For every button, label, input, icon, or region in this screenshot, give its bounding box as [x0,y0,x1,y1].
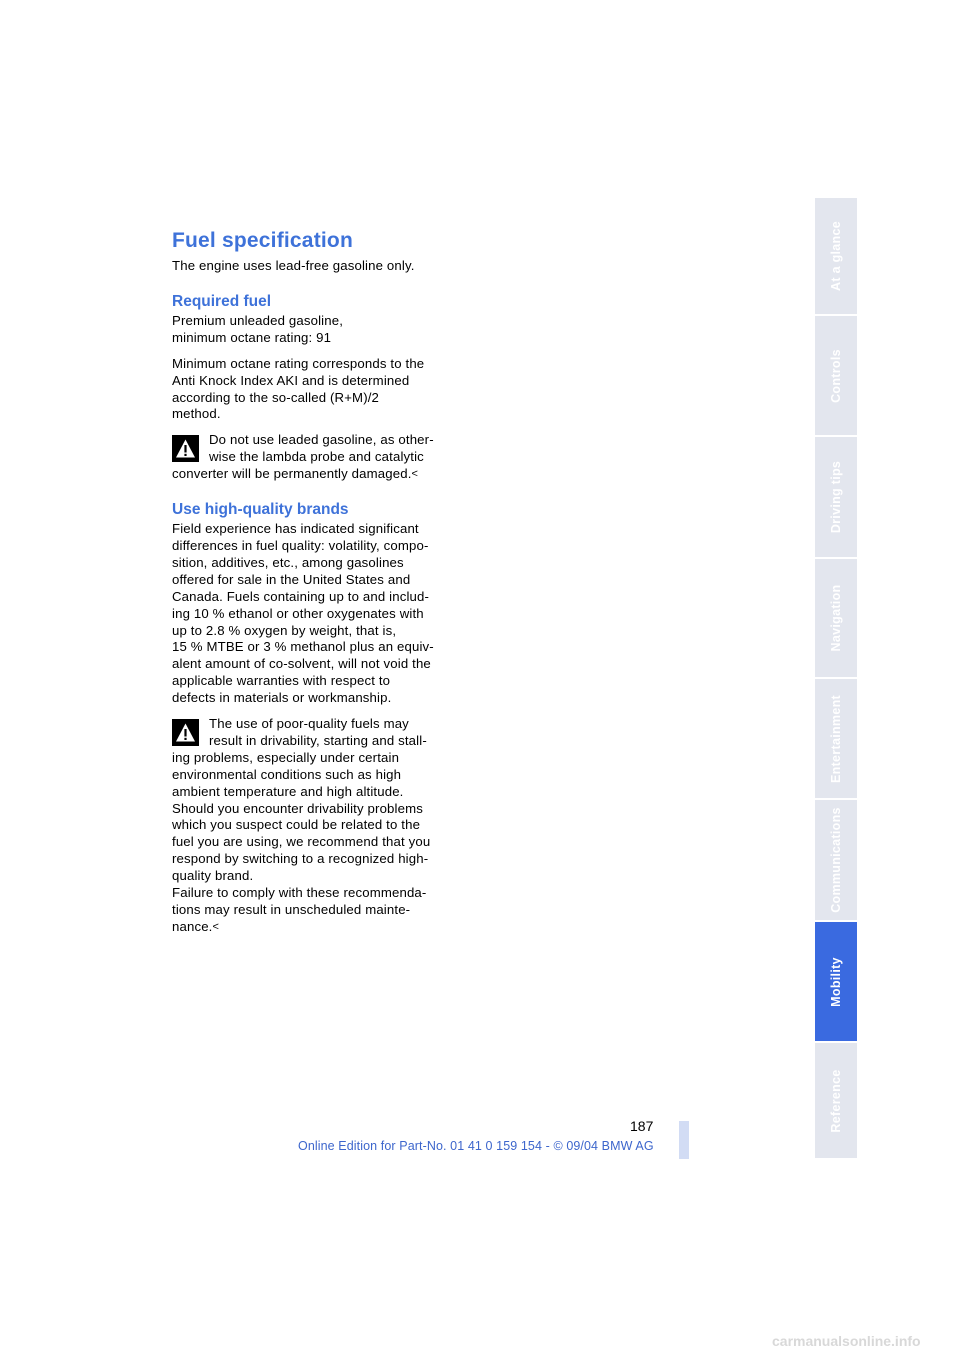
intro-text: The engine uses lead-free gasoline only. [172,258,415,273]
watermark: carmanualsonline.info [772,1333,921,1349]
page-number: 187 [630,1118,654,1134]
tab-reference[interactable]: Reference [815,1043,857,1160]
page-title: Fuel specification [172,229,353,252]
tab-at-a-glance[interactable]: At a glance [815,198,857,316]
footer-text: Online Edition for Part-No. 01 41 0 159 154 - © 09/04 BMW AG [298,1139,654,1153]
paragraph: Premium unleaded gasoline, minimum octane rating: 91 [172,312,344,345]
main-content [172,226,468,936]
warning-note [172,432,468,483]
warning-text: The use of poor-quality fuels may result in drivability, starting and stall- ing problems, especially under certain environmental conditions such as high ambient temperature and high altitude. Should you encounter drivability problems which you suspect could be related to the fuel you are using, we recommend that you respond by switching to a recognized high- quality brand. Failure to comply with these recommenda- tions may result in unscheduled mainte- nance.< [172,716,431,934]
tab-mobility[interactable]: Mobility [815,922,857,1043]
tab-entertainment[interactable]: Entertainment [815,679,857,800]
warning-text: Do not use leaded gasoline, as other- wise the lambda probe and catalytic converter will be permanently damaged.< [172,432,434,482]
paragraph: Minimum octane rating corresponds to the Anti Knock Index AKI and is determined according to the so-called (R+M)/2 method. [172,355,425,422]
end-mark: < [411,468,419,481]
tab-driving-tips[interactable]: Driving tips [815,437,857,559]
paragraph: Field experience has indicated significant differences in fuel quality: volatility, compo- sition, additives, etc., among gasolines offered for sale in the United States and Canada. Fuels containing up to and includ- ing 10 % ethanol or other oxygenates with up to 2.8 % oxygen by weight, that is, 15 % MTBE or 3 % methanol plus an equiv- alent amount of co-solvent, will not void the applicable warranties with respect to defects in materials or workmanship. [172,521,434,706]
page-marker-bar [679,1121,689,1159]
warning-note [172,716,468,936]
section-heading-required-fuel: Required fuel [172,292,272,310]
section-heading-quality-brands: Use high-quality brands [172,501,349,519]
warning-triangle-icon [172,435,199,462]
warning-triangle-icon [172,719,199,746]
tab-navigation[interactable]: Navigation [815,559,857,679]
chapter-tabs [815,198,857,1160]
end-mark: < [212,920,220,933]
tab-controls[interactable]: Controls [815,316,857,437]
tab-communications[interactable]: Communications [815,800,857,922]
